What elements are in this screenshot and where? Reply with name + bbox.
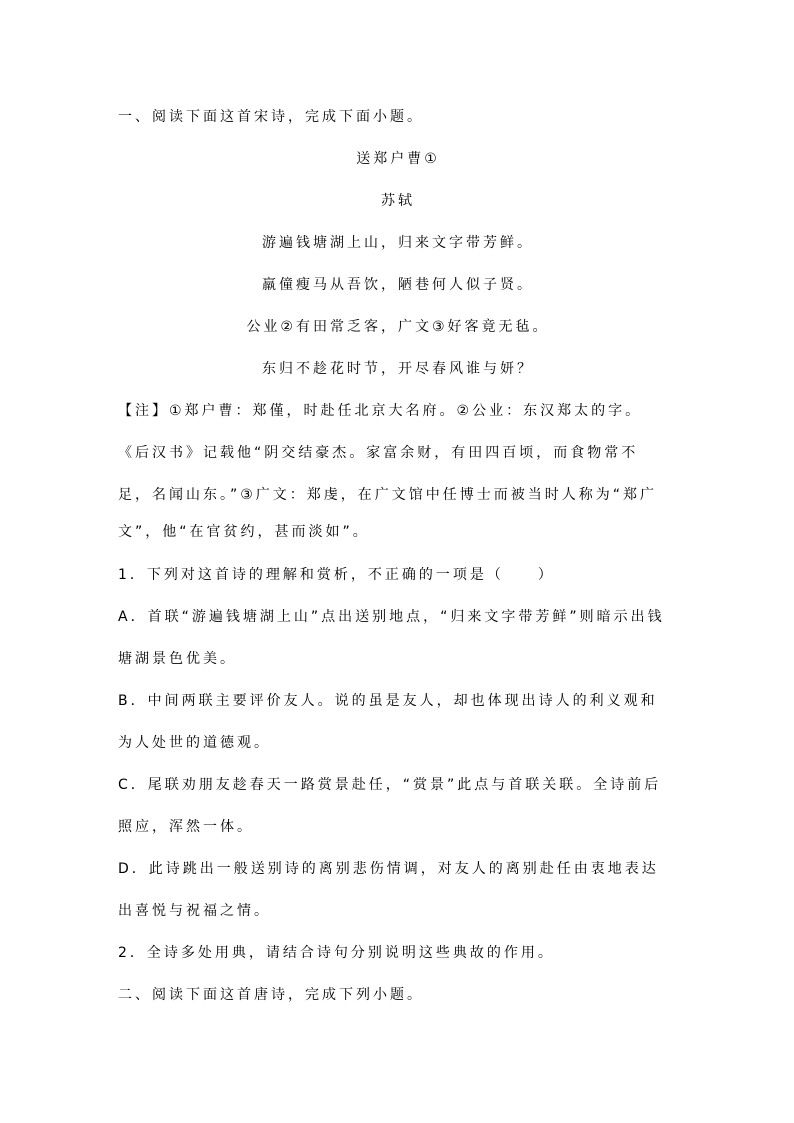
option-d-line-1: D．此诗跳出一般送别诗的离别悲伤情调，对友人的离别赴任由衷地表达	[118, 861, 659, 877]
option-d-line-2: 出喜悦与祝福之情。	[118, 903, 271, 919]
option-c-line-1: C．尾联劝朋友趁春天一路赏景赴任，“赏景”此点与首联关联。全诗前后	[118, 777, 662, 793]
option-a-line-1: A．首联“游遍钱塘湖上山”点出送别地点，“归来文字带芳鲜”则暗示出钱	[118, 609, 665, 625]
option-b-line-1: B．中间两联主要评价友人。说的虽是友人，却也体现出诗人的利义观和	[118, 693, 658, 709]
option-c-line-2: 照应，浑然一体。	[118, 819, 254, 835]
note-line-2: 《后汉书》记载他“阴交结豪杰。家富余财，有田四百顷，而食物常不	[118, 445, 639, 461]
question-2-stem: 2．全诗多处用典，请结合诗句分别说明这些典故的作用。	[118, 945, 555, 961]
option-a-line-2: 塘湖景色优美。	[118, 651, 237, 667]
poem-title: 送郑户曹①	[356, 151, 440, 167]
note-line-4: 文”，他“在官贫约，甚而淡如”。	[118, 524, 370, 540]
option-b-line-2: 为人处世的道德观。	[118, 735, 271, 751]
poem-author: 苏轼	[381, 193, 415, 209]
note-line-3: 足，名闻山东。”③广文：郑虔，在广文馆中任博士而被当时人称为“郑广	[118, 487, 658, 503]
poem-line-3: 公业②有田常乏客，广文③好客竟无毡。	[246, 319, 550, 335]
poem-line-4: 东归不趁花时节，开尽春风谁与妍？	[262, 361, 534, 377]
poem-line-1: 游遍钱塘湖上山，归来文字带芳鲜。	[262, 235, 534, 251]
section-2-heading: 二、阅读下面这首唐诗，完成下列小题。	[118, 987, 424, 1003]
note-line-1: 【注】①郑户曹：郑僅，时赴任北京大名府。②公业：东汉郑太的字。	[118, 403, 643, 419]
section-1-heading: 一、阅读下面这首宋诗，完成下面小题。	[118, 109, 424, 125]
poem-line-2: 羸僮瘦马从吾饮，陋巷何人似子贤。	[262, 277, 534, 293]
question-1-stem: 1．下列对这首诗的理解和赏析，不正确的一项是（ ）	[118, 567, 555, 583]
